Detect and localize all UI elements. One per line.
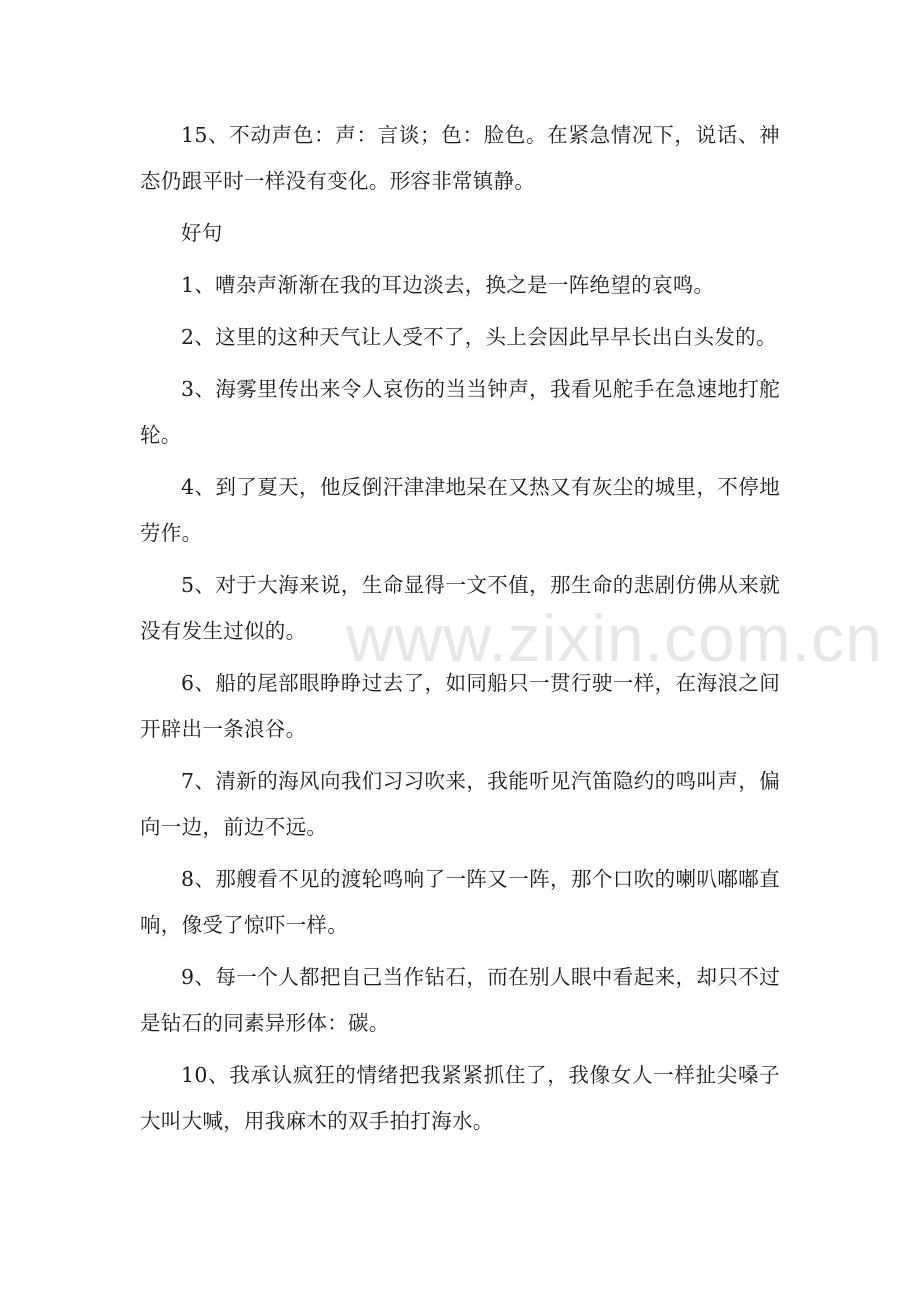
document-body bbox=[140, 112, 780, 1144]
sentence-3: 3、海雾里传出来令人哀伤的当当钟声，我看见舵手在急速地打舵轮。 bbox=[140, 377, 780, 447]
sentence-10: 10、我承认疯狂的情绪把我紧紧抓住了，我像女人一样扯尖嗓子大叫大喊，用我麻木的双手拍打海水。 bbox=[140, 1063, 780, 1133]
sentence-6: 6、船的尾部眼睁睁过去了，如同船只一贯行驶一样，在海浪之间开辟出一条浪谷。 bbox=[140, 671, 780, 741]
section-heading-good-sentences: 好句 bbox=[181, 221, 223, 245]
paragraph-idiom-15: 15、不动声色：声：言谈；色：脸色。在紧急情况下，说话、神态仍跟平时一样没有变化。形容非常镇静。 bbox=[140, 123, 780, 193]
sentence-5: 5、对于大海来说，生命显得一文不值，那生命的悲剧仿佛从来就没有发生过似的。 bbox=[140, 573, 780, 643]
sentence-4: 4、到了夏天，他反倒汗津津地呆在又热又有灰尘的城里，不停地劳作。 bbox=[140, 475, 780, 545]
watermark: www.zixin.com.cn bbox=[346, 601, 883, 675]
sentence-8: 8、那艘看不见的渡轮鸣响了一阵又一阵，那个口吹的喇叭嘟嘟直响，像受了惊吓一样。 bbox=[140, 867, 780, 937]
sentence-2: 2、这里的这种天气让人受不了，头上会因此早早长出白头发的。 bbox=[181, 325, 777, 349]
sentence-9: 9、每一个人都把自己当作钻石，而在别人眼中看起来，却只不过是钻石的同素异形体：碳。 bbox=[140, 965, 780, 1035]
sentence-1: 1、嘈杂声渐渐在我的耳边淡去，换之是一阵绝望的哀鸣。 bbox=[181, 273, 715, 297]
sentence-7: 7、清新的海风向我们习习吹来，我能听见汽笛隐约的鸣叫声，偏向一边，前边不远。 bbox=[140, 769, 780, 839]
